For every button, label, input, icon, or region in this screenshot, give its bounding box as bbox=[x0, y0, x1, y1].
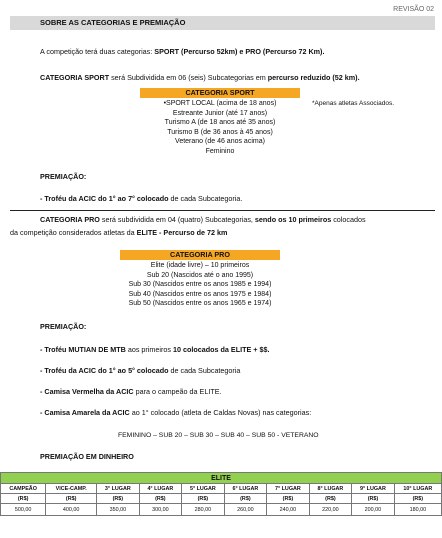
intro-sport: SPORT ( bbox=[154, 47, 184, 56]
value-cell: 280,00 bbox=[182, 504, 225, 516]
list-item: Turismo B (de 36 anos à 45 anos) bbox=[167, 128, 273, 136]
cash-prize-heading: PREMIAÇÃO EM DINHEIRO bbox=[40, 452, 134, 461]
associates-note: *Apenas atletas Associados. bbox=[312, 100, 395, 107]
pro-text: será subdividida em 04 (quatro) Subcategorias, bbox=[99, 215, 255, 224]
currency-cell: (R$) bbox=[1, 494, 46, 504]
pro-prize-line bbox=[40, 387, 222, 396]
yellow-shirt-categories: FEMININO – SUB 20 – SUB 30 – SUB 40 – SUB 50 - VETERANO bbox=[118, 432, 319, 439]
currency-cell: (R$) bbox=[394, 494, 441, 504]
table-currency-row bbox=[1, 494, 442, 504]
pro-text-2: colocados bbox=[331, 215, 366, 224]
intro-pro: Percurso 52km) e PRO (Percurso 72 Km). bbox=[183, 47, 325, 56]
pro-title: CATEGORIA PRO bbox=[40, 215, 100, 224]
list-item: Sub 20 (Nascidos até o ano 1995) bbox=[146, 271, 254, 279]
header-cell: 5° LUGAR bbox=[182, 484, 225, 494]
list-item: Feminino bbox=[205, 147, 235, 155]
sport-prize-strong: - Troféu da ACIC do 1° ao 7° colocado bbox=[40, 194, 169, 203]
currency-cell: (R$) bbox=[139, 494, 182, 504]
pro-category-box: CATEGORIA PRO bbox=[120, 250, 280, 260]
header-cell: 3° LUGAR bbox=[97, 484, 140, 494]
header-cell: CAMPEÃO bbox=[1, 484, 46, 494]
intro-paragraph bbox=[40, 47, 324, 56]
header-cell: 7° LUGAR bbox=[267, 484, 310, 494]
header-cell: 10° LUGAR bbox=[394, 484, 441, 494]
sport-prize-text: de cada Subcategoria. bbox=[168, 194, 243, 203]
pro-subcategory-list bbox=[110, 261, 290, 309]
premiacao-heading-1: PREMIAÇÃO: bbox=[40, 172, 87, 181]
header-cell: VICE-CAMP. bbox=[46, 484, 97, 494]
currency-cell: (R$) bbox=[309, 494, 352, 504]
sport-title: CATEGORIA SPORT bbox=[40, 73, 110, 82]
value-cell: 200,00 bbox=[352, 504, 395, 516]
pro-text-3: da competição considerados atletas da bbox=[10, 228, 137, 237]
header-cell: 9° LUGAR bbox=[352, 484, 395, 494]
table-title: ELITE bbox=[1, 473, 442, 484]
table-row bbox=[1, 504, 442, 516]
list-item: •SPORT LOCAL (acima de 18 anos) bbox=[163, 100, 277, 107]
currency-cell: (R$) bbox=[97, 494, 140, 504]
prize-text: aos primeiros bbox=[125, 345, 173, 354]
prize-strong: - Camisa Amarela da ACIC bbox=[40, 408, 130, 417]
pro-elite: ELITE - Percurso de 72 km bbox=[136, 228, 228, 237]
elite-prize-table bbox=[0, 472, 442, 516]
list-item: Elite (idade livre) – 10 primeiros bbox=[150, 262, 250, 269]
list-item: Sub 40 (Nascidos entre os anos 1975 e 1984) bbox=[128, 290, 272, 298]
value-cell: 240,00 bbox=[267, 504, 310, 516]
list-item: Sub 30 (Nascidos entre os anos 1985 e 1994) bbox=[128, 281, 272, 288]
prize-strong: - Troféu da ACIC do 1° ao 5° colocado bbox=[40, 366, 169, 375]
value-cell: 260,00 bbox=[224, 504, 267, 516]
value-cell: 220,00 bbox=[309, 504, 352, 516]
prize-strong: - Camisa Vermelha da ACIC bbox=[40, 387, 134, 396]
sport-prize-line bbox=[40, 194, 242, 203]
list-item: Estreante Junior (até 17 anos) bbox=[172, 109, 268, 117]
value-cell: 400,00 bbox=[46, 504, 97, 516]
section-divider bbox=[10, 210, 435, 211]
prize-strong-2: 10 colocados da ELITE + $$. bbox=[172, 345, 270, 354]
sport-route: percurso reduzido (52 km). bbox=[267, 73, 360, 82]
sport-category-box: CATEGORIA SPORT bbox=[140, 88, 300, 98]
header-cell: 6° LUGAR bbox=[224, 484, 267, 494]
sport-subcategory-list bbox=[130, 99, 310, 156]
value-cell: 350,00 bbox=[97, 504, 140, 516]
sport-text: será Subdividida em 06 (seis) Subcategorias em bbox=[109, 73, 268, 82]
pro-description-line-2 bbox=[10, 228, 227, 237]
pro-description-line-1 bbox=[40, 215, 366, 224]
list-item: Turismo A (de 18 anos até 35 anos) bbox=[164, 119, 276, 126]
currency-cell: (R$) bbox=[352, 494, 395, 504]
prize-text: ao 1° colocado (atleta de Caldas Novas) nas categorias: bbox=[129, 408, 312, 417]
pro-prize-line bbox=[40, 366, 240, 375]
list-item: Sub 50 (Nascidos entre os anos 1965 e 1974) bbox=[128, 300, 272, 307]
sport-description bbox=[40, 73, 360, 82]
section-header bbox=[10, 16, 435, 30]
value-cell: 500,00 bbox=[1, 504, 46, 516]
section-header-title: SOBRE AS CATEGORIAS E PREMIAÇÃO bbox=[40, 18, 186, 27]
prize-text: para o campeão da ELITE. bbox=[133, 387, 222, 396]
value-cell: 180,00 bbox=[394, 504, 441, 516]
currency-cell: (R$) bbox=[46, 494, 97, 504]
prize-strong: - Troféu MUTIAN DE MTB bbox=[40, 345, 126, 354]
intro-text: A competição terá duas categorias: bbox=[40, 47, 155, 56]
header-cell: 8° LUGAR bbox=[309, 484, 352, 494]
currency-cell: (R$) bbox=[182, 494, 225, 504]
currency-cell: (R$) bbox=[267, 494, 310, 504]
revision-label: REVISÃO 02 bbox=[393, 6, 434, 13]
pro-top10: sendo os 10 primeiros bbox=[254, 215, 332, 224]
pro-prize-line bbox=[40, 345, 269, 354]
header-cell: 4° LUGAR bbox=[139, 484, 182, 494]
currency-cell: (R$) bbox=[224, 494, 267, 504]
pro-prize-line bbox=[40, 408, 311, 417]
table-header-row bbox=[1, 484, 442, 494]
premiacao-heading-2: PREMIAÇÃO: bbox=[40, 322, 87, 331]
list-item: Veterano (de 46 anos acima) bbox=[175, 138, 265, 145]
value-cell: 300,00 bbox=[139, 504, 182, 516]
prize-text: de cada Subcategoria bbox=[168, 366, 241, 375]
